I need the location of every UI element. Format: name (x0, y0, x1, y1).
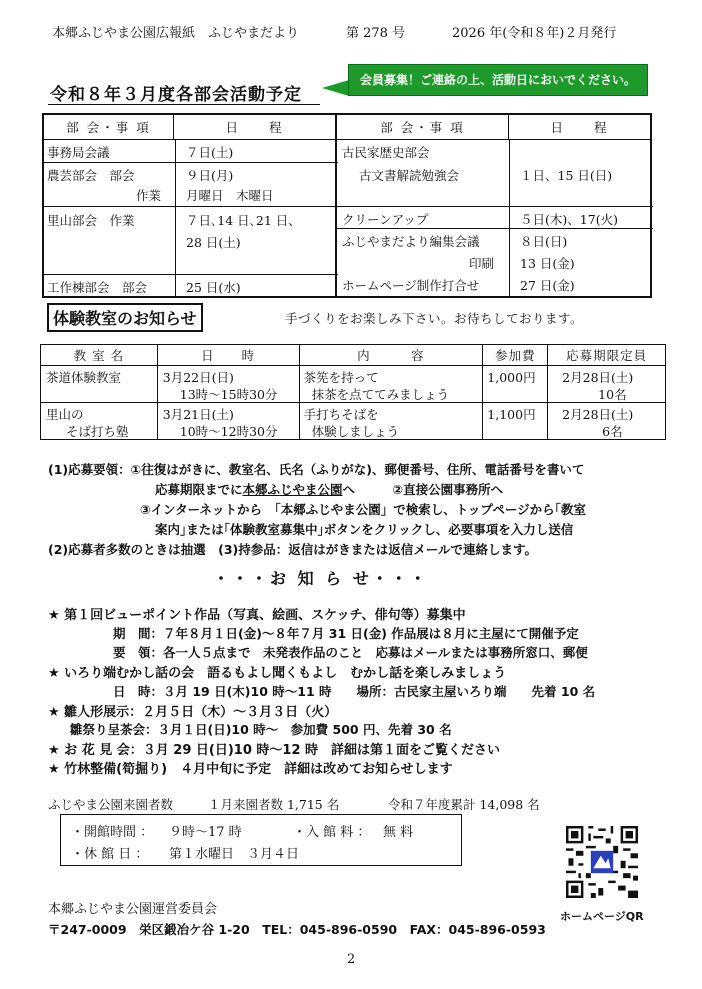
header-dept-left: 部 会・事 項 (43, 114, 174, 140)
workshop-row (41, 403, 666, 440)
workshop-date: 3月21日(土) (162, 407, 234, 422)
workshop-header-deadline: 応募期限定員 (548, 345, 666, 366)
closed-day-value: 第１水曜日 ３月４日 (169, 847, 300, 862)
title-underline (48, 104, 320, 105)
activity-schedule-table (42, 113, 652, 298)
workshop-header-fee: 参加費 (483, 345, 548, 366)
callout-pointer (322, 80, 349, 96)
date-workshop: 25 日(水) (186, 280, 241, 295)
dept-farming: 農芸部会 部会 (47, 168, 135, 183)
dept-workshop: 工作棟部会 部会 (47, 280, 148, 295)
workshop-content-1: 茶筅を持って (303, 370, 379, 385)
visitor-label: ふじやま公園来園者数 (48, 797, 174, 812)
closed-day-label: ・休 館 日 ： (71, 847, 149, 862)
dept-printing: 印刷 (469, 256, 495, 271)
notice-folktales: ★ いろり端むかし話の会 語るもよし聞くもよし むかし話を楽しみましょう (48, 666, 507, 681)
application-line-4: 案内｣または｢体験教室募集中｣ボタンをクリックし、必要事項を入力し送信 (155, 522, 574, 537)
application-line-5: (2)応募者多数のときは抽選 (3)持参品：返信はがきまたは返信メールで連絡します。 (48, 542, 537, 557)
contact-address: 〒247-0009 栄区鍛冶ケ谷 1-20 TEL：045-896-0590 FAX：045-896-0593 (48, 922, 546, 937)
date-farming: ９日(月) (186, 168, 234, 183)
application-line-2 (155, 480, 503, 498)
qr-caption: ホームページQR (560, 910, 644, 923)
workshop-name-2: そば打ち塾 (66, 424, 129, 439)
workshop-time: 13時～15時30分 (179, 387, 278, 402)
schedule-left-block (44, 140, 335, 296)
workshop-row (41, 366, 666, 403)
dept-editorial: ふじやまだより編集会議 (342, 234, 480, 249)
visitor-month: １月来園者数 1,715 名 (208, 797, 340, 812)
fee-label: ・入 館 料 ： (293, 825, 371, 840)
workshop-name: 里山の (46, 407, 84, 422)
notice-tea-party: 雛祭り呈茶会：３月１日(日)10 時～ 参加費 500 円、先着 30 名 (70, 722, 452, 737)
date-homepage: 27 日(金) (520, 278, 575, 293)
workshop-content-1: 手打ちそばを (303, 407, 379, 422)
header-date-right: 日 程 (508, 114, 651, 140)
workshop-capacity: 6名 (602, 424, 623, 439)
date-editorial: ８日(日) (520, 234, 568, 249)
workshop-intro: 手づくりをお楽しみ下さい。お待ちしております。 (285, 311, 584, 326)
application-line-3: ③インターネットから 「本郷ふじやま公園」で検索し、トップページから｢教室 (140, 502, 586, 517)
notice-dolls: ★ 雛人形展示：２月５日（木）～３月３日（火） (48, 705, 338, 720)
fee-value: 無 料 (383, 825, 414, 840)
workshop-content-2: 抹茶を点ててみましょう (311, 387, 450, 402)
date-printing: 13 日(金) (520, 256, 575, 271)
notice-viewpoint-rules: 要 領：各一人５点まで 未発表作品のこと 応募はメールまたは事務所窓口、郵便 (113, 645, 588, 660)
park-name-link[interactable]: 本郷ふじやま公園 (242, 482, 343, 497)
workshop-time: 10時～12時30分 (179, 424, 278, 439)
workshop-content-2: 体験しましょう (311, 424, 400, 439)
header-date-left: 日 程 (174, 114, 336, 140)
workshop-fee: 1,100円 (487, 407, 536, 422)
workshop-header-content: 内 容 (299, 345, 483, 366)
workshop-table (40, 344, 666, 440)
workshop-capacity: 10名 (598, 387, 627, 402)
workshop-deadline: 2月28日(土) (562, 370, 634, 385)
opening-hours-box (60, 814, 462, 866)
dept-old-documents: 古文書解読勉強会 (359, 168, 460, 183)
application-line-1: (1)応募要領：①往復はがきに、教室名、氏名（ふりがな)、郵便番号、住所、電話番号を書いて (48, 462, 585, 477)
date-satoyama-1: ７日､14 日､21 日、 (186, 213, 301, 228)
date-old-documents: １日、15 日(日) (520, 168, 613, 183)
dept-office-meeting: 事務局会議 (47, 145, 110, 160)
workshop-deadline: 2月28日(土) (562, 407, 634, 422)
open-hours-value: ９時～17 時 (169, 825, 242, 840)
dept-satoyama: 里山部会 作業 (47, 213, 135, 228)
visitor-total: 令和７年度累計 14,098 名 (388, 797, 540, 812)
notice-hanami: ★ お 花 見 会：３月 29 日(日)10 時～12 時 詳細は第１面をご覧ください (48, 743, 501, 758)
issue-number: 第 278 号 (346, 26, 406, 41)
workshop-fee: 1,000円 (487, 370, 536, 385)
date-satoyama-2: 28 日(土) (186, 235, 241, 250)
date-farming-work: 月曜日 木曜日 (186, 188, 274, 203)
committee-name: 本郷ふじやま公園運営委員会 (48, 902, 218, 917)
issue-date: 2026 年(令和８年)２月発行 (452, 26, 617, 41)
direct-office-text: へ ②直接公園事務所へ (342, 482, 504, 497)
dept-history: 古民家歴史部会 (342, 145, 430, 160)
application-deadline-text: 応募期限までに (155, 482, 243, 497)
homepage-qr-code[interactable] (566, 826, 638, 898)
notice-folktales-time: 日 時：３月 19 日(木)10 時～11 時 場所：古民家主屋いろり端 先着 10 名 (113, 684, 596, 699)
workshop-title: 体験教室のお知らせ (47, 303, 203, 332)
date-office-meeting: ７日(土) (186, 145, 234, 160)
notice-viewpoint: ★ 第１回ビューポイント作品（写真、絵画、スケッチ、俳句等）募集中 (48, 608, 466, 623)
notice-viewpoint-period: 期 間：７年８月１日(金)～８年７月 31 日(金) 作品展は８月に主屋にて開催予定 (113, 626, 579, 641)
workshop-header-datetime: 日 時 (157, 345, 299, 366)
dept-cleanup: クリーンアップ (342, 212, 429, 227)
header-dept-right: 部 会・事 項 (336, 114, 508, 140)
open-hours-label: ・開館時間 ： (71, 825, 154, 840)
workshop-date: 3月22日(日) (162, 370, 234, 385)
dept-farming-work: 作業 (136, 188, 162, 203)
notice-bamboo: ★ 竹林整備(筍掘り) ４月中旬に予定 詳細は改めてお知らせします (48, 762, 453, 777)
newsletter-name: 本郷ふじやま公園広報紙 ふじやまだより (52, 26, 300, 41)
notices-heading: ・・・お 知 ら せ・・・ (213, 569, 429, 588)
page-number: 2 (347, 952, 356, 967)
workshop-header-name: 教 室 名 (41, 345, 158, 366)
dept-homepage: ホームページ制作打合せ (342, 278, 480, 293)
date-cleanup: ５日(木)、17(火) (520, 212, 618, 227)
workshop-name: 茶道体験教室 (46, 370, 122, 385)
schedule-right-block (337, 140, 650, 296)
activity-schedule-title: 令和８年３月度各部会活動予定 (50, 85, 302, 105)
member-recruitment-callout: 会員募集！ご連絡の上、活動日においでください。 (348, 64, 648, 96)
